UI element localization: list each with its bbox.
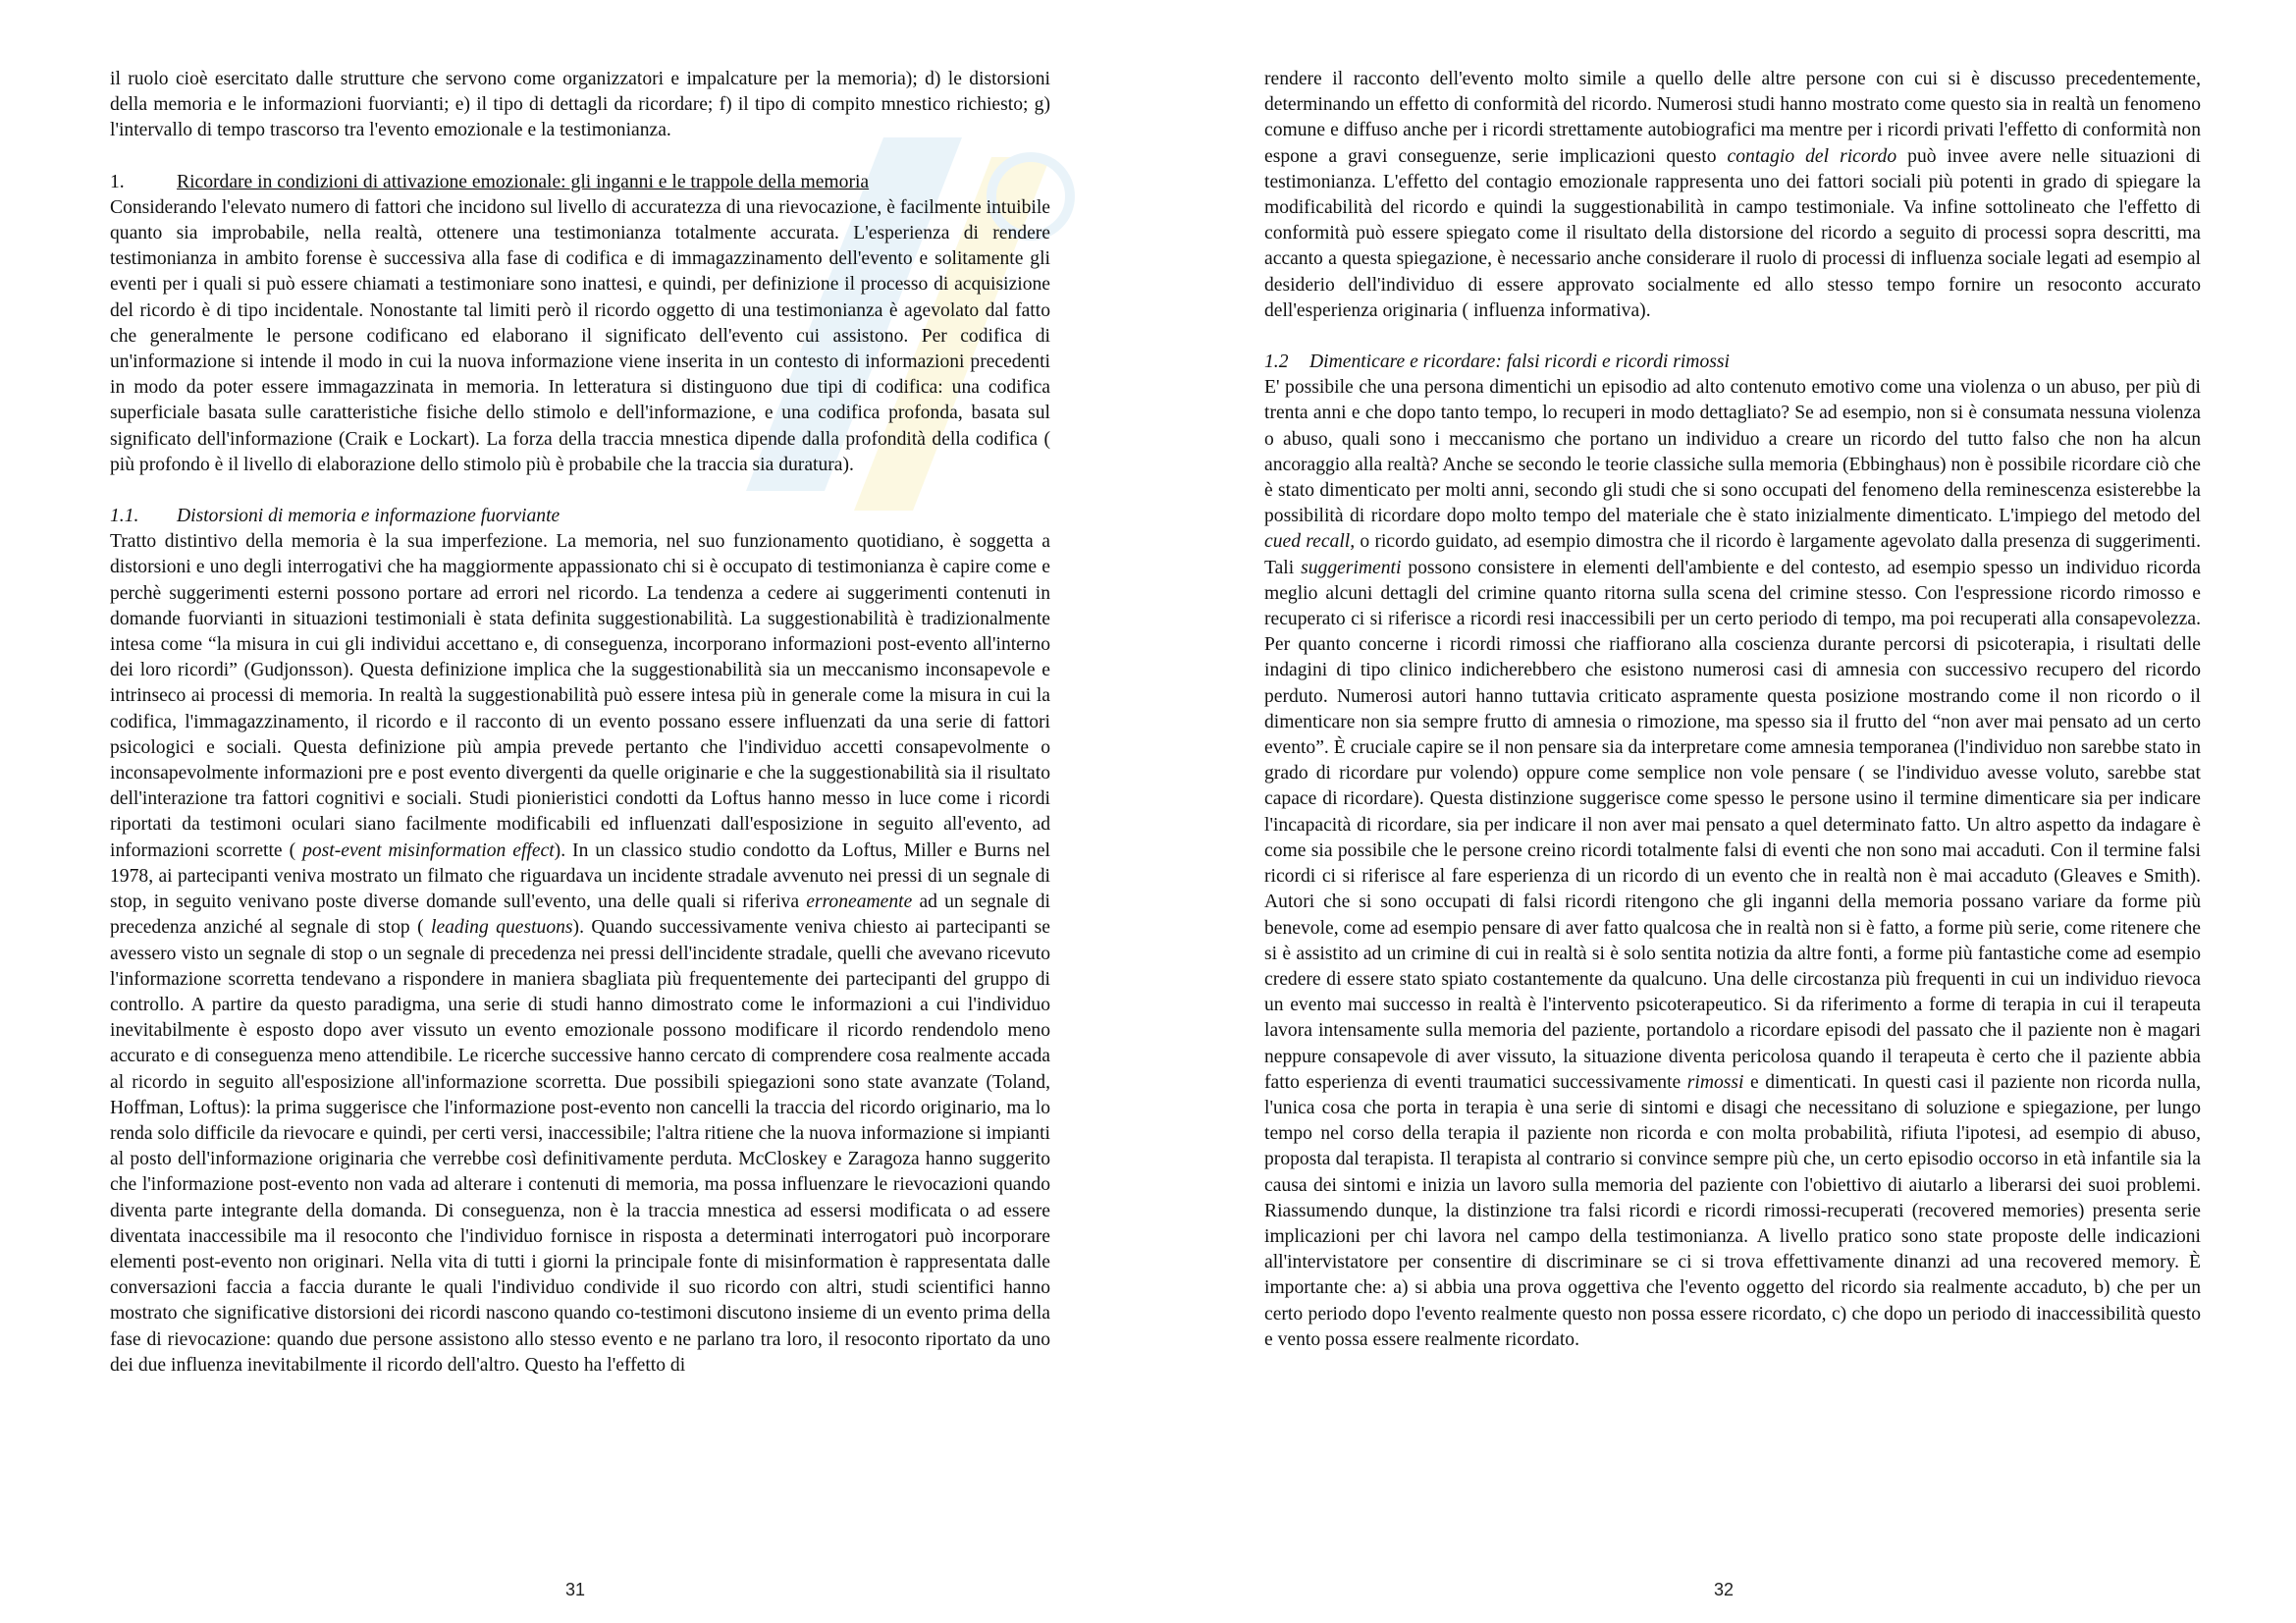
left-text-column <box>110 67 1050 1379</box>
paragraph: Considerando l'elevato numero di fattori che incidono sul livello di accuratezza di una rievocazione, è facilmente intuibile quanto sia improbabile, nella realtà, ottenere una testimonianza totalmente accurata. L'esperienza di rendere testimonianza in ambito forense è successiva alla fase di codifica e di immagazzinamento dell'evento e solitamente gli eventi per i quali si può essere chiamati a testimoniare sono inattesi, e quindi, per definizione il processo di acquisizione del ricordo è di tipo incidentale. Nonostante tal limiti però il ricordo oggetto di una testimonianza è agevolato dal fatto che generalmente le persone codificano ed elaborano il significato dell'evento cui assistono. Per codifica di un'informazione si intende il modo in cui la nuova informazione viene inserita in un contesto di informazioni precedenti in modo da poter essere immagazzinata in memoria. In letteratura si distinguono due tipi di codifica: una codifica superficiale basata sulle caratteristiche fisiche dello stimolo e dell'informazione, e una codifica profonda, basata sul significato dell'informazione (Craik e Lockart). La forza della traccia mnestica dipende dalla profondità della codifica ( più profondo è il livello di elaborazione dello stimolo più è probabile che la traccia sia duratura). <box>110 196 1050 475</box>
text-run: rendere il racconto dell'evento molto simile a quello delle altre persone con cui si è discusso precedentemente, determinando un effetto di conformità del ricordo. Numerosi studi hanno mostrato come questo sia in realtà un fenomeno comune e diffuso anche per i ricordi strettamente autobiografici ma mentre per i ricordi privati l'effetto di conformità non espone a gravi conseguenze, serie implicazioni questo <box>1264 69 2201 167</box>
text-run: ad un segnale di precedenza anziché al segnale di stop ( <box>110 892 1050 939</box>
text-run: possono consistere in elementi dell'ambiente e del contesto, ad esempio spesso un individuo ricorda meglio alcuni dettagli del crimine quanto ritorna sulla scena del crimine stesso. Con l'espressione ricordo rimosso e recuperato ci si riferisce a ricordi resi inaccessibili per un certo periodo di tempo, ma poi recuperati alla consapevolezza. Per quanto concerne i ricordi rimossi che riaffiorano alla coscienza durante percorsi di psicoterapia, i risultati delle indagini di tipo clinico indicherebbero che esistono numerosi casi di amnesia con successivo recupero del ricordo perduto. Numerosi autori hanno tuttavia criticato aspramente questa posizione mostrando come il non ricordo o il dimenticare non sia sempre frutto di amnesia o rimozione, ma spesso sia il frutto del “non aver mai pensato ad un certo evento”. È cruciale capire se il non pensare sia da interpretare come amnesia temporanea (l'individuo non sarebbe stato in grado di ricordare pur volendo) oppure come semplice non vole pensare ( se l'individuo avesse voluto, sarebbe stat capace di ricordare). Questa distinzione suggerisce come spesso le persone usino il termine dimenticare sia per indicare l'incapacità di ricordare, sia per indicare il non aver mai pensato a quel determinato fatto. Un altro aspetto da indagare è come sia possibile che le persone creino ricordi totalmente falsi di eventi che non sono mai accaduti. Con il termine falsi ricordi ci si riferisce al fare esperienza di un ricordo di un evento che in realtà non è mai accaduto (Gleaves e Smith). Autori che si sono occupati di falsi ricordi ritengono che gli inganni della memoria possano variare da forme più benevole, come ad esempio pensare di aver fatto qualcosa che in realtà non si è fatto, a forme più serie, come ritenere che si è assistito ad un crimine di cui in realtà si è solo sentita notizia da altre fonti, a forme più fantastiche come ad esempio credere di essere stato spiato costantemente da qualcuno. Una delle circostanza più frequenti in cui un individuo rievoca un evento mai successo in realtà è l'intervento psicoterapeutico. Si da riferimento a forme di terapia in cui il terapeuta lavora intensamente sulla memoria del paziente, portandolo a ricordare episodi del passato che il paziente non è magari neppure consapevole di aver vissuto, la situazione diventa pericolosa quando il terapeuta è certo che il paziente abbia fatto esperienza di eventi traumatici successivamente <box>1264 557 2201 1093</box>
paragraph <box>1264 375 2201 1353</box>
page-number: 32 <box>1714 1580 1735 1599</box>
text-run: ). Quando successivamente veniva chiesto ai partecipanti se avessero visto un segnale di stop o un segnale di precedenza nei pressi dell'incidente stradale, quelli che avevano ricevuto l'informazione scorretta tendevano a rispondere in maniera sbagliata più frequentemente dei partecipanti del gruppo di controllo. A partire da questo paradigma, una serie di studi hanno dimostrato come le informazioni a cui l'individuo inevitabilmente è esposto dopo aver vissuto un evento emozionale possono modificare il ricordo rendendolo meno accurato e di conseguenza meno attendibile. Le ricerche successive hanno cercato di comprendere cosa realmente accada al ricordo in seguito all'esposizione all'informazione scorretta. Due possibili spiegazioni sono state avanzate (Toland, Hoffman, Loftus): la prima suggerisce che l'informazione post-evento non cancelli la traccia del ricordo originario, ma lo renda solo difficile da rievocare e quindi, per certi versi, inaccessibile; l'altra ritiene che la nuova informazione si impianti al posto dell'informazione originaria che verrebbe così definitivamente perduta. McCloskey e Zaragoza hanno suggerito che l'informazione post-evento non vada ad alterare i contenuti di memoria, ma possa influenzare le rievocazioni quando diventa parte integrante della domanda. Di conseguenza, non è la traccia mnestica ad essersi modificata o ad essere diventata inaccessibile ma il resoconto che l'individuo fornisce in risposta a determinati interrogatori può incorporare elementi post-evento non originari. Nella vita di tutti i giorni la principale fonte di misinformation è rappresentata dalle conversazioni faccia a faccia durante le quali l'individuo condivide il suo ricordo con altri, studi scientifici hanno mostrato che significative distorsioni dei ricordi nascono quando co-testimoni discutono insieme di un evento prima della fase di rievocazione: quando due persone assistono allo stesso evento e ne parlano tra loro, il resoconto riportato da uno dei due influenza inevitabilmente il ricordo dell'altro. Questo ha l'effetto di <box>110 917 1050 1376</box>
text-run: e dimenticati. In questi casi il paziente non ricorda nulla, l'unica cosa che porta in terapia è una serie di sintomi e disagi che necessitano di soluzione e spiegazione, per lungo tempo nel corso della terapia il paziente non ricorda e con molta probabilità, rifiuta l'ipotesi, ad esempio di abuso, proposta dal terapista. Il terapista al contrario si convince sempre più che, un certo episodio occorso in età infantile sia la causa dei sintomi e inizia un lavoro sulla memoria del paziente con l'obiettivo di aiutarlo a liberarsi dei suoi problemi. Riassumendo dunque, la distinzione tra falsi ricordi e ricordi rimossi-recuperati (recovered memories) presenta serie implicazioni per chi lavora nel campo della testimonianza. A livello pratico sono state proposte delle indicazioni all'intervistatore per consentire di discriminare se ci si trova effettivamente dinanzi ad una recovered memory. È importante che: a) si abbia una prova oggettiva che l'evento oggetto del ricordo sia realmente accaduto, b) che per un certo periodo dopo l'evento realmente questo non possa essere ricordato, c) che dopo un periodo di inaccessibilità questo e vento possa essere realmente ricordato. <box>1264 1071 2202 1350</box>
section-title: Dimenticare e ricordare: falsi ricordi e ricordi rimossi <box>1309 352 1730 373</box>
paragraph <box>110 529 1050 1379</box>
italic-term: suggerimenti <box>1301 557 1402 578</box>
text-run: Tratto distintivo della memoria è la sua imperfezione. La memoria, nel suo funzionamento quotidiano, è soggetta a distorsioni e uno degli interrogativi che ha maggiormente appassionato chi si è occupato di testimonianza è capire come e perchè suggerimenti esterni possono portare ad errori nel ricordo. La tendenza a cedere ai suggerimenti contenuti in domande fuorvianti in situazioni testimoniali è stata definita suggestionabilità. La suggestionabilità è tradizionalmente intesa come “la misura in cui gli individui accettano e, di conseguenza, incorporano informazioni post-evento all'interno dei loro ricordi” (Gudjonsson). Questa definizione implica che la suggestionabilità sia un meccanismo inconsapevole e intrinseco ai processi di memoria. In realtà la suggestionabilità può essere intesa più in generale come la misura in cui la codifica, l'immagazzinamento, il ricordo e il racconto di un evento possano essere influenzati da una serie di fattori psicologici e sociali. Questa definizione più ampia prevede pertanto che l'individuo accetti consapevolmente o inconsapevolmente informazioni pre e post evento divergenti da quelle originarie e che la suggestionabilità sia il risultato dell'interazione tra fattori cognitivi e sociali. Studi pionieristici condotti da Loftus hanno messo in luce come i ricordi riportati da testimoni oculari siano facilmente modificabili ed influenzati dall'esposizione in seguito all'evento, ad informazioni scorrette ( <box>110 531 1050 861</box>
italic-term: rimossi <box>1686 1071 1744 1093</box>
section-number: 1. <box>110 171 125 192</box>
text-run: ). In un classico studio condotto da Loftus, Miller e Burns nel 1978, ai partecipanti veniva mostrato un filmato che riguardava un incidente stradale avvenuto nei pressi di un segnale di stop, in seguito venivano poste diverse domande sull'evento, una delle quali si riferiva <box>110 839 1050 913</box>
text-run: o ricordo guidato, ad esempio dimostra che il ricordo è largamente agevolato dalla presenza di suggerimenti. Tali <box>1264 531 2201 578</box>
section-heading <box>110 170 1050 195</box>
paragraph: il ruolo cioè esercitato dalle strutture che servono come organizzatori e impalcature per la memoria); d) le distorsioni della memoria e le informazioni fuorvianti; e) il tipo di dettagli da ricordare; f) il tipo di compito mnestico richiesto; g) l'intervallo di tempo trascorso tra l'evento emozionale e la testimonianza. <box>110 69 1050 141</box>
section-number: 1.2 <box>1264 352 1289 373</box>
section-number: 1.1. <box>110 506 139 527</box>
italic-term: post-event misinformation effect <box>302 839 555 861</box>
right-page <box>1148 0 2296 1623</box>
text-run: può invee avere nelle situazioni di testimonianza. L'effetto del contagio emozionale rappresenta uno dei fattori sociali più potenti in grado di spiegare la modificabilità del ricordo e quindi la suggestionabilità in campo testimoniale. Va infine sottolineato che l'effetto di conformità può essere spiegato come il risultato della distorsione del ricordo a seguito di processi sopra descritti, ma accanto a questa spiegazione, è necessario anche considerare il ruolo di processi di influenza sociale legati ad esempio al desiderio dell'individuo di essere approvato socialmente ed allo stesso tempo fornire un resoconto accurato dell'esperienza originaria ( influenza informativa). <box>1264 145 2201 321</box>
page-number: 31 <box>565 1580 586 1599</box>
section-title: Ricordare in condizioni di attivazione emozionale: gli inganni e le trappole della memoria <box>177 171 870 192</box>
italic-term: cued recall, <box>1264 531 1356 553</box>
subsection-heading <box>1264 350 2201 375</box>
section-title: Distorsioni di memoria e informazione fuorviante <box>177 506 561 527</box>
italic-term: leading questuons <box>431 917 573 939</box>
text-run: E' possibile che una persona dimentichi un episodio ad alto contenuto emotivo come una violenza o un abuso, per più di trenta anni e che dopo tanto tempo, lo recuperi in modo dettagliato? Se ad esempio, non si è consumata nessuna violenza o abuso, quali sono i meccanismo che portano un individuo a creare un ricordo del tutto falso che non ha alcun ancoraggio alla realtà? Anche se secondo le teorie classiche sulla memoria (Ebbinghaus) non è possibile ricordare ciò che è stato dimenticato per molti anni, secondo gli studi che si sono occupati del fenomeno della reminescenza esisterebbe la possibilità di ricordare dopo molto tempo del materiale che è stato inizialmente dimenticato. L'impiego del metodo del <box>1264 377 2201 527</box>
italic-term: erroneamente <box>806 892 913 913</box>
subsection-heading <box>110 504 1050 529</box>
italic-term: contagio del ricordo <box>1727 145 1897 167</box>
paragraph <box>1264 67 2201 324</box>
right-text-column <box>1264 67 2201 1353</box>
